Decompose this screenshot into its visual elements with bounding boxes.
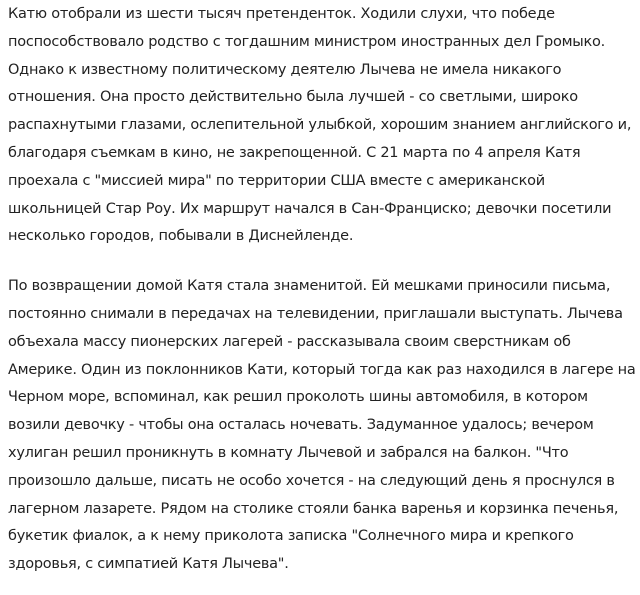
text-line: здоровья, с симпатией Катя Лычева". xyxy=(8,556,289,573)
text-line: Катю отобрали из шести тысяч претенденток. Ходили слухи, что победе xyxy=(8,6,555,22)
text-line: распахнутыми глазами, ослепительной улыбкой, хорошим знанием английского и, xyxy=(8,117,632,134)
text-line: букетик фиалок, а к нему приколота записка "Солнечного мира и крепкого xyxy=(8,528,574,545)
article-paragraph xyxy=(8,0,640,251)
text-line: Черном море, вспоминал, как решил проколоть шины автомобиля, в котором xyxy=(8,389,588,406)
text-line: лагерном лазарете. Рядом на столике стояли банка варенья и корзинка печенья, xyxy=(8,500,619,517)
article-paragraph xyxy=(8,273,640,579)
text-line: школьницей Стар Роу. Их маршрут начался в Сан-Франциско; девочки посетили xyxy=(8,200,612,217)
text-line: Америке. Один из поклонников Кати, который тогда как раз находился в лагере на xyxy=(8,361,636,378)
text-line: возили девочку - чтобы она осталась ночевать. Задуманное удалось; вечером xyxy=(8,417,594,434)
text-line: объехала массу пионерских лагерей - рассказывала своим сверстникам об xyxy=(8,333,571,350)
text-line: По возвращении домой Катя стала знаменитой. Ей мешками приносили письма, xyxy=(8,278,611,295)
text-line: Однако к известному политическому деятелю Лычева не имела никакого xyxy=(8,61,562,78)
text-line: произошло дальше, писать не особо хочется - на следующий день я проснулся в xyxy=(8,472,615,489)
text-line: поспособствовало родство с тогдашним министром иностранных дел Громыко. xyxy=(8,33,605,50)
text-line: несколько городов, побывали в Диснейленде. xyxy=(8,228,354,245)
text-line: хулиган решил проникнуть в комнату Лычевой и забрался на балкон. "Что xyxy=(8,444,569,461)
text-line: отношения. Она просто действительно была лучшей - со светлыми, широко xyxy=(8,89,578,106)
text-line: благодаря съемкам в кино, не закрепощенной. С 21 марта по 4 апреля Катя xyxy=(8,144,581,161)
text-line: постоянно снимали в передачах на телевидении, приглашали выступать. Лычева xyxy=(8,305,623,322)
text-line: проехала с "миссией мира" по территории США вместе с американской xyxy=(8,172,545,189)
